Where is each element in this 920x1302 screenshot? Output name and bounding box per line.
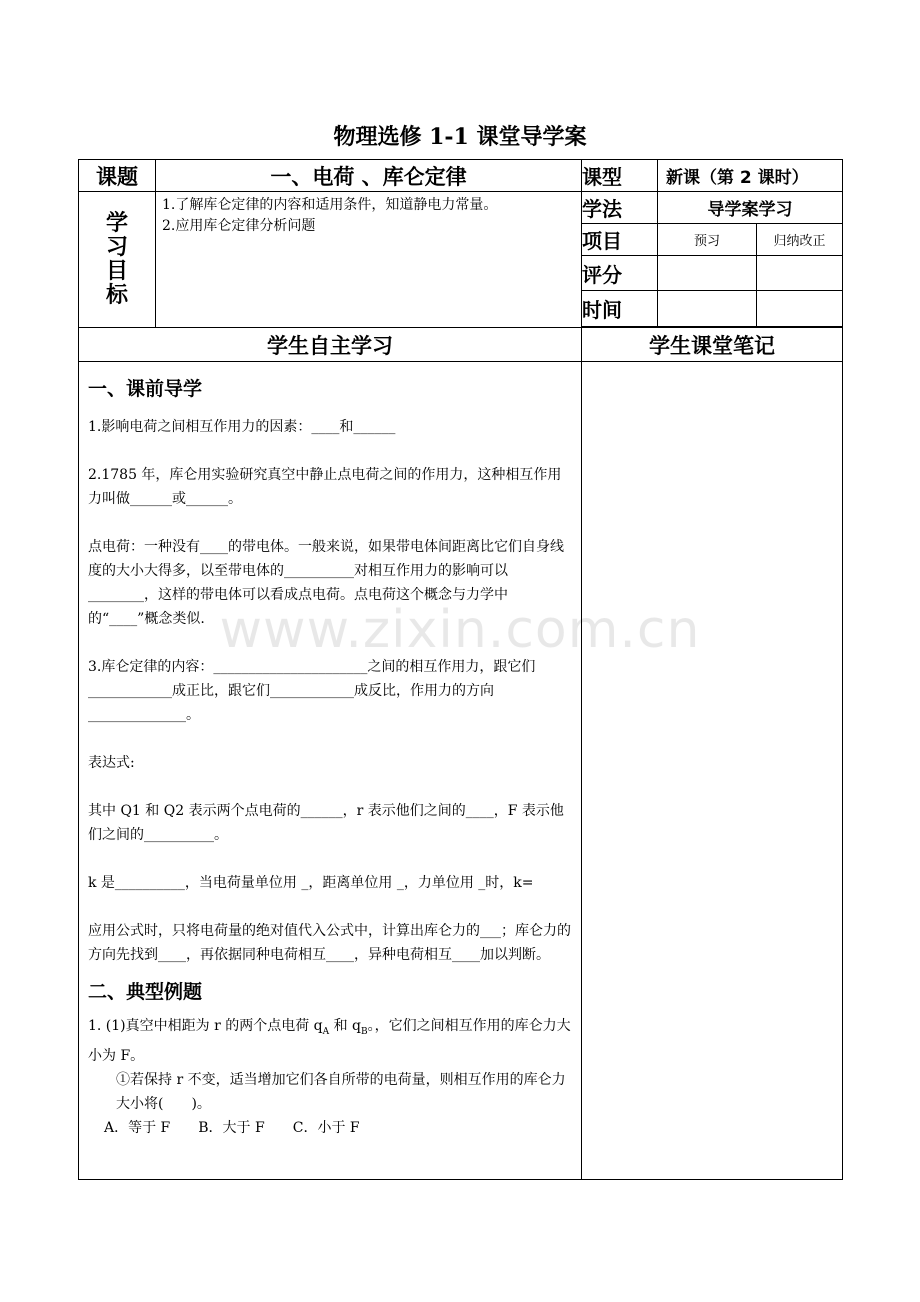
watermark: www.zixin.com.cn [219,600,701,660]
score-label: 评分 [582,256,658,291]
student-study-header: 学生自主学习 [79,328,582,362]
paragraph: k 是__________，当电荷量单位用 _，距离单位用 _，力单位用 _时，k= [88,875,534,891]
method-value: 导学案学习 [658,192,843,224]
study-content [79,362,582,1180]
paragraph: 表达式: [88,755,135,771]
goals-char-2: 习 [105,234,128,260]
example-subquestion: ①若保持 r 不变，适当增加它们各自所带的电荷量，则相互作用的库仑力大小将( )。 [116,1071,566,1112]
student-notes-header: 学生课堂笔记 [582,328,843,362]
goal-item: 1.了解库仑定律的内容和适用条件，知道静电力常量。 [162,197,498,213]
paragraph: 其中 Q1 和 Q2 表示两个点电荷的______，r 表示他们之间的____，F 表示他们之间的__________。 [88,803,564,843]
type-label: 课型 [582,160,658,192]
score-preview-cell[interactable] [658,256,757,291]
goals-label [79,192,156,328]
goals-char-4: 标 [105,282,128,308]
item-col-review: 归纳改正 [757,224,843,256]
method-label: 学法 [582,192,658,224]
page-title: 物理选修 1-1 课堂导学案 [333,124,587,150]
paragraph: 1.影响电荷之间相互作用力的因素：____和______ [88,419,396,435]
notes-area[interactable] [582,362,843,1180]
section-heading-preview: 一、课前导学 [88,378,203,400]
lesson-plan-table [78,159,843,1180]
type-value: 新课（第 2 课时） [658,160,843,192]
paragraph: 3.库仑定律的内容：______________________之间的相互作用力，跟它们____________成正比，跟它们____________成反比，作用力的方向______________。 [88,659,536,723]
time-review-cell[interactable] [757,291,843,327]
item-col-preview: 预习 [658,224,757,256]
section-heading-examples: 二、典型例题 [88,981,203,1003]
goals-cell [156,192,582,328]
time-label: 时间 [582,291,658,327]
example-options: A．等于 F B．大于 F C．小于 F [104,1119,360,1136]
topic-value: 一、电荷 、库仑定律 [156,160,582,192]
example-question: 1. (1)真空中相距为 r 的两个点电荷 $q_A$ 和 $q_B$。，它们之间相互作用的库仑力大小为 F。 [88,1018,571,1064]
time-preview-cell[interactable] [658,291,757,327]
goals-char-3: 目 [105,258,128,284]
paragraph: 点电荷：一种没有____的带电体。一般来说，如果带电体间距离比它们自身线度的大小大得多，以至带电体的__________对相互作用力的影响可以________，这样的带电体可以看成点电荷。点电荷这个概念与力学中的“____”概念类似. [88,539,564,627]
goals-char-1: 学 [105,210,128,236]
paragraph: 2.1785 年，库仑用实验研究真空中静止点电荷之间的作用力，这种相互作用力叫做______或______。 [88,467,562,507]
item-label: 项目 [582,224,658,256]
paragraph: 应用公式时，只将电荷量的绝对值代入公式中，计算出库仑力的___；库仑力的方向先找到____，再依据同种电荷相互____，异种电荷相互____加以判断。 [88,923,571,963]
score-review-cell[interactable] [757,256,843,291]
topic-label: 课题 [79,160,156,192]
goal-item: 2.应用库仑定律分析问题 [162,218,316,234]
